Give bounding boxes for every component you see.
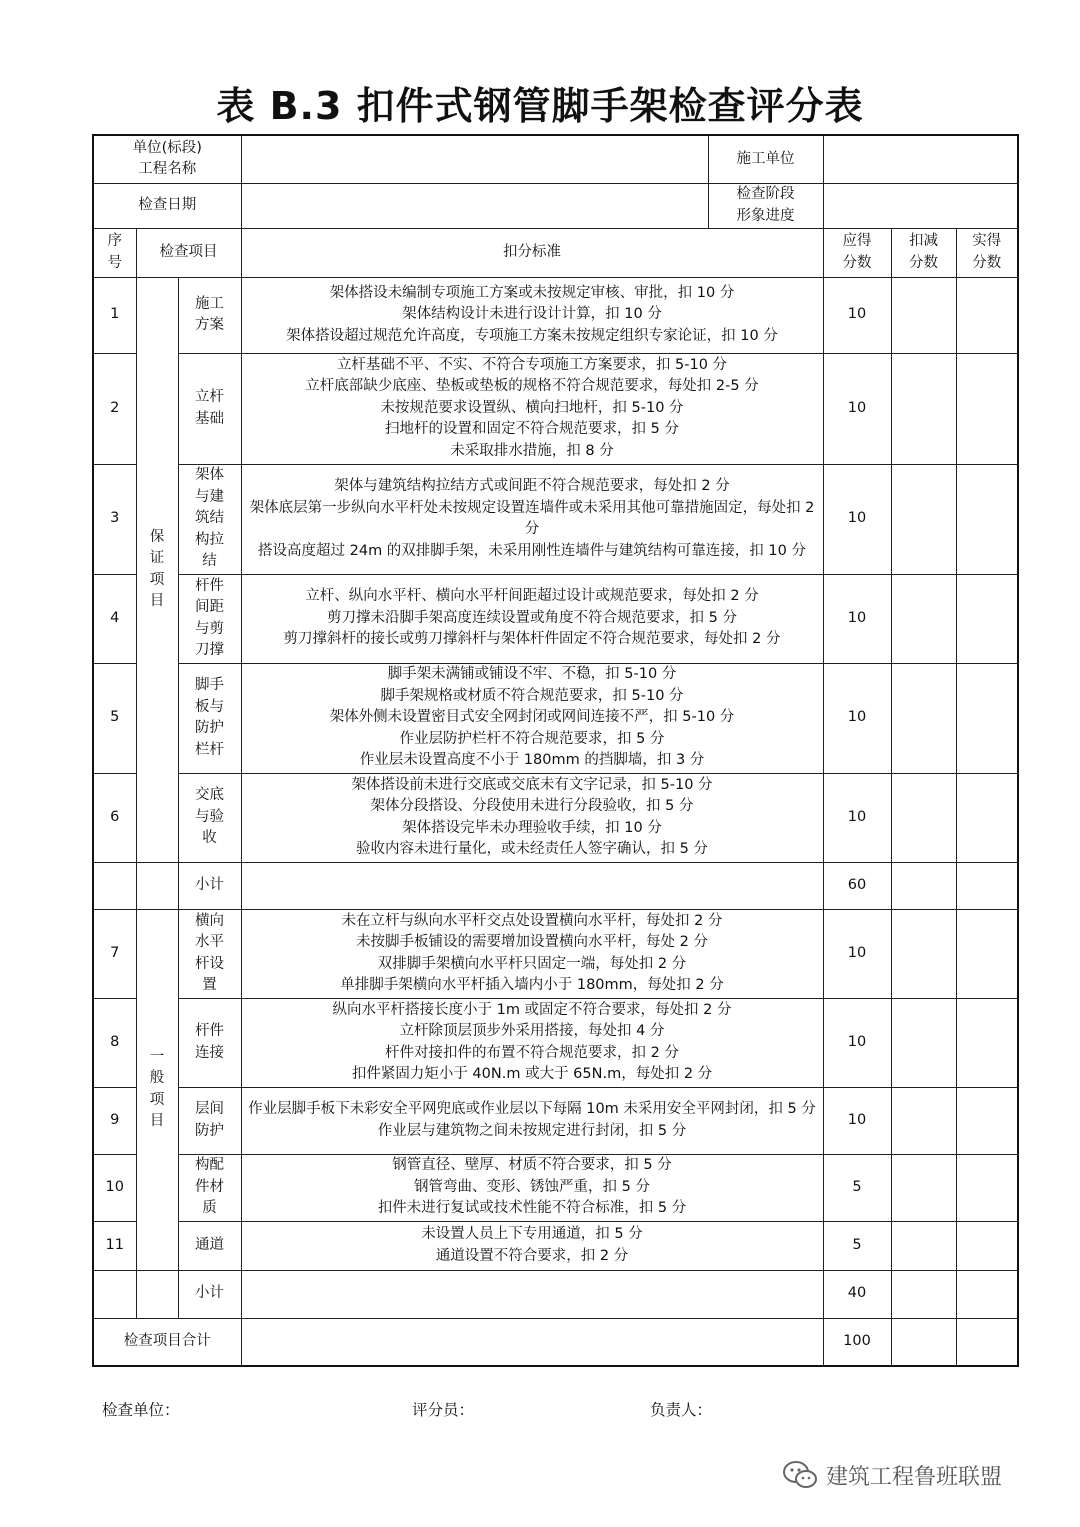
row-number: 4: [93, 574, 136, 663]
item-name: 层间 防护: [178, 1087, 241, 1154]
due-score: 10: [823, 998, 891, 1087]
due-score: 10: [823, 773, 891, 862]
group-guarantee-label: 保 证 项 目: [136, 277, 178, 862]
watermark: [782, 1458, 1002, 1492]
row-number: 9: [93, 1087, 136, 1154]
deduction-standard: 作业层脚手板下未彩安全平网兜底或作业层以下每隔 10m 未采用安全平网封闭，扣 5 分 作业层与建筑物之间未按规定进行封闭，扣 5 分: [241, 1087, 823, 1154]
item-name: 架体 与建 筑结 构拉 结: [178, 464, 241, 574]
row-number: 10: [93, 1154, 136, 1221]
deduct-score-cell[interactable]: [891, 663, 956, 773]
subtotal-label: 小计: [178, 862, 241, 909]
table-row: [93, 998, 1018, 1087]
subtotal-score: 40: [823, 1270, 891, 1318]
actual-score-cell[interactable]: [956, 277, 1018, 353]
due-score: 10: [823, 353, 891, 464]
due-score: 10: [823, 574, 891, 663]
deduction-standard: 立杆基础不平、不实、不符合专项施工方案要求，扣 5-10 分 立杆底部缺少底座、垫板或垫板的规格不符合规范要求，每处扣 2-5 分 未按规范要求设置纵、横向扫地杆，扣 5-10 分 扫地杆的设置和固定不符合规范要求，扣 5 分 未采取排水措施，扣 8 分: [241, 353, 823, 464]
deduction-standard: 钢管直径、壁厚、材质不符合要求，扣 5 分 钢管弯曲、变形、锈蚀严重，扣 5 分 扣件未进行复试或技术性能不符合标准，扣 5 分: [241, 1154, 823, 1221]
deduct-score-cell[interactable]: [891, 574, 956, 663]
wechat-icon: [782, 1460, 818, 1490]
total-label: 检查项目合计: [93, 1318, 241, 1366]
deduction-standard: 未在立杆与纵向水平杆交点处设置横向水平杆，每处扣 2 分 未按脚手板铺设的需要增加设置横向水平杆，每处 2 分 双排脚手架横向水平杆只固定一端，每处扣 2 分 单排脚手架横向水平杆插入墙内小于 180mm，每处扣 2 分: [241, 909, 823, 998]
actual-score-cell[interactable]: [956, 1270, 1018, 1318]
deduct-score-cell[interactable]: [891, 1270, 956, 1318]
deduction-standard: 纵向水平杆搭接长度小于 1m 或固定不符合要求，每处扣 2 分 立杆除顶层顶步外采用搭接，每处扣 4 分 杆件对接扣件的布置不符合规范要求，扣 2 分 扣件紧固力矩小于 40N.m 或大于 65N.m，每处扣 2 分: [241, 998, 823, 1087]
col-item: 检查项目: [136, 228, 241, 277]
row-number: 5: [93, 663, 136, 773]
due-score: 5: [823, 1154, 891, 1221]
item-name: 立杆 基础: [178, 353, 241, 464]
deduct-score-cell[interactable]: [891, 353, 956, 464]
actual-score-cell[interactable]: [956, 353, 1018, 464]
page-title: 表 B.3 扣件式钢管脚手架检查评分表: [216, 84, 864, 128]
deduct-score-cell[interactable]: [891, 998, 956, 1087]
subtotal-row-guarantee: [93, 862, 1018, 909]
item-name: 构配 件材 质: [178, 1154, 241, 1221]
actual-score-cell[interactable]: [956, 862, 1018, 909]
row-number: 11: [93, 1221, 136, 1270]
col-due-score: 应得 分数: [823, 228, 891, 277]
row-number: 3: [93, 464, 136, 574]
watermark-text: 建筑工程鲁班联盟: [826, 1464, 1003, 1490]
due-score: 10: [823, 464, 891, 574]
actual-score-cell[interactable]: [956, 909, 1018, 998]
table-row: [93, 464, 1018, 574]
table-row: [93, 574, 1018, 663]
column-header-row: [93, 228, 1018, 277]
item-name: 横向 水平 杆设 置: [178, 909, 241, 998]
actual-score-cell[interactable]: [956, 663, 1018, 773]
row-number: 8: [93, 998, 136, 1087]
actual-score-cell[interactable]: [956, 1087, 1018, 1154]
deduct-score-cell[interactable]: [891, 1087, 956, 1154]
col-standard: 扣分标准: [241, 228, 823, 277]
deduct-score-cell[interactable]: [891, 1154, 956, 1221]
contractor-label: 施工单位: [708, 135, 823, 183]
deduct-score-cell[interactable]: [891, 1318, 956, 1366]
col-actual-score: 实得 分数: [956, 228, 1018, 277]
table-row: [93, 773, 1018, 862]
row-number: 2: [93, 353, 136, 464]
deduction-standard: 架体与建筑结构拉结方式或间距不符合规范要求，每处扣 2 分 架体底层第一步纵向水平杆处未按规定设置连墙件或未采用其他可靠措施固定，每处扣 2 分 搭设高度超过 24m 的双排脚手架，未采用刚性连墙件与建筑结构可靠连接，扣 10 分: [241, 464, 823, 574]
row-number: 6: [93, 773, 136, 862]
inspection-date-label: 检查日期: [93, 183, 241, 228]
due-score: 5: [823, 1221, 891, 1270]
grader-label: 评分员：: [412, 1401, 475, 1419]
due-score: 10: [823, 1087, 891, 1154]
table-row: [93, 1087, 1018, 1154]
item-name: 杆件 连接: [178, 998, 241, 1087]
inspection-stage-value[interactable]: [823, 183, 1018, 228]
header-row-date: [93, 183, 1018, 228]
header-row-project: [93, 135, 1018, 183]
col-deduct-score: 扣减 分数: [891, 228, 956, 277]
item-name: 交底 与验 收: [178, 773, 241, 862]
row-number: 1: [93, 277, 136, 353]
deduction-standard: 脚手架未满铺或铺设不牢、不稳，扣 5-10 分 脚手架规格或材质不符合规范要求，扣 5-10 分 架体外侧未设置密目式安全网封闭或网间连接不严，扣 5-10 分 作业层防护栏杆不符合规范要求，扣 5 分 作业层未设置高度不小于 180mm 的挡脚墙，扣 3 分: [241, 663, 823, 773]
deduct-score-cell[interactable]: [891, 464, 956, 574]
due-score: 10: [823, 663, 891, 773]
actual-score-cell[interactable]: [956, 464, 1018, 574]
item-name: 杆件 间距 与剪 刀撑: [178, 574, 241, 663]
subtotal-score: 60: [823, 862, 891, 909]
actual-score-cell[interactable]: [956, 1221, 1018, 1270]
table-row: [93, 909, 1018, 998]
scoring-table: [92, 134, 1019, 1367]
due-score: 10: [823, 277, 891, 353]
deduct-score-cell[interactable]: [891, 277, 956, 353]
table-row: [93, 1154, 1018, 1221]
deduction-standard: 架体搭设前未进行交底或交底未有文字记录，扣 5-10 分 架体分段搭设、分段使用未进行分段验收，扣 5 分 架体搭设完毕未办理验收手续，扣 10 分 验收内容未进行量化，或未经责任人签字确认，扣 5 分: [241, 773, 823, 862]
item-name: 通道: [178, 1221, 241, 1270]
actual-score-cell[interactable]: [956, 1318, 1018, 1366]
deduct-score-cell[interactable]: [891, 773, 956, 862]
subtotal-row-general: [93, 1270, 1018, 1318]
deduct-score-cell[interactable]: [891, 909, 956, 998]
person-in-charge-label: 负责人：: [650, 1401, 713, 1419]
subtotal-label: 小计: [178, 1270, 241, 1318]
item-name: 施工 方案: [178, 277, 241, 353]
deduction-standard: 立杆、纵向水平杆、横向水平杆间距超过设计或规范要求，每处扣 2 分 剪刀撑未沿脚手架高度连续设置或角度不符合规范要求，扣 5 分 剪刀撑斜杆的接长或剪刀撑斜杆与架体杆件固定不符合规范要求，每处扣 2 分: [241, 574, 823, 663]
actual-score-cell[interactable]: [956, 773, 1018, 862]
inspection-date-value[interactable]: [241, 183, 708, 228]
actual-score-cell[interactable]: [956, 574, 1018, 663]
table-row: [93, 1221, 1018, 1270]
actual-score-cell[interactable]: [956, 1154, 1018, 1221]
total-row: [93, 1318, 1018, 1366]
inspection-stage-label: 检查阶段 形象进度: [708, 183, 823, 228]
project-name-label: 单位(标段) 工程名称: [93, 135, 241, 183]
total-score: 100: [823, 1318, 891, 1366]
table-row: [93, 353, 1018, 464]
table-row: [93, 277, 1018, 353]
inspect-unit-label: 检查单位：: [102, 1401, 180, 1419]
col-seq: 序 号: [93, 228, 136, 277]
item-name: 脚手 板与 防护 栏杆: [178, 663, 241, 773]
deduction-standard: 未设置人员上下专用通道，扣 5 分 通道设置不符合要求，扣 2 分: [241, 1221, 823, 1270]
signature-footer: [0, 1398, 1080, 1422]
deduct-score-cell[interactable]: [891, 1221, 956, 1270]
deduction-standard: 架体搭设未编制专项施工方案或未按规定审核、审批，扣 10 分 架体结构设计未进行设计计算，扣 10 分 架体搭设超过规范允许高度，专项施工方案未按规定组织专家论证，扣 10 分: [241, 277, 823, 353]
row-number: 7: [93, 909, 136, 998]
project-name-value[interactable]: [241, 135, 708, 183]
due-score: 10: [823, 909, 891, 998]
actual-score-cell[interactable]: [956, 998, 1018, 1087]
contractor-value[interactable]: [823, 135, 1018, 183]
group-general-label: 一 般 项 目: [136, 909, 178, 1270]
table-row: [93, 663, 1018, 773]
deduct-score-cell[interactable]: [891, 862, 956, 909]
